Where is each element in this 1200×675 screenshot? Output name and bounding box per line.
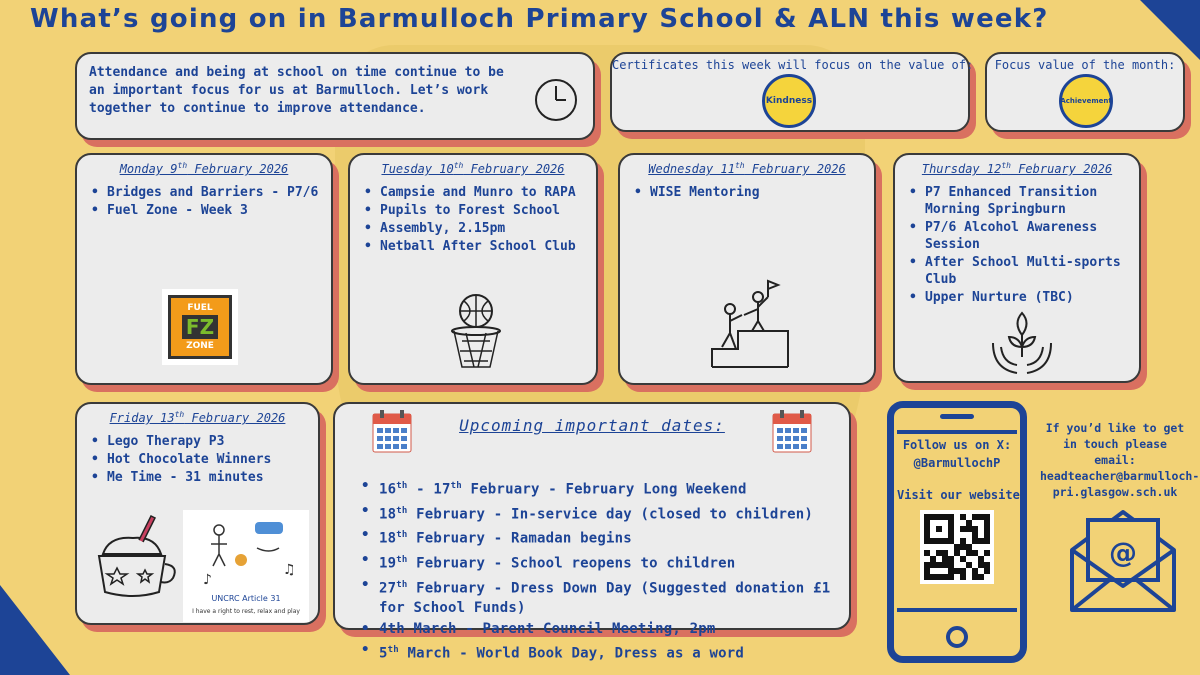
date-item: • 4th March - Parent Council Meeting, 2pm (361, 619, 861, 639)
fuel-zone-bottom: ZONE (186, 341, 214, 351)
fuel-zone-logo (162, 289, 238, 365)
list-item: • Upper Nurture (TBC) (909, 289, 1139, 306)
achievement-badge (1059, 74, 1113, 128)
uncrc-caption: I have a right to rest, relax and play (192, 608, 300, 615)
date-item: • 5th March - World Book Day, Dress as a word (361, 640, 861, 664)
day-card-thursday (893, 153, 1141, 383)
phone-notch (940, 414, 974, 419)
certificates-heading: Certificates this week will focus on the value of: (612, 58, 974, 72)
list-item: • P7 Enhanced Transition Morning Springburn (909, 184, 1139, 218)
list-item: • Assembly, 2.15pm (364, 220, 596, 237)
children-playing-icon (183, 514, 309, 594)
list-item: • Hot Chocolate Winners (91, 451, 318, 468)
qr-module (984, 574, 990, 580)
envelope-icon (1068, 506, 1178, 614)
svg-text:♫: ♫ (283, 562, 296, 578)
focus-value-card (985, 52, 1185, 132)
phone-home-button (946, 626, 968, 648)
focus-value-heading: Focus value of the month: (994, 58, 1176, 72)
list-item: • Campsie and Munro to RAPA (364, 184, 596, 201)
date-item: • 27th February - Dress Down Day (Suggested donation £1 for School Funds) (361, 575, 861, 619)
upcoming-dates-card (333, 402, 851, 662)
list-item: • Lego Therapy P3 (91, 433, 318, 450)
upcoming-dates-heading: Upcoming important dates: (459, 416, 725, 435)
corner-decoration (0, 585, 70, 675)
list-item: • Bridges and Barriers - P7/6 (91, 184, 331, 201)
phone-graphic (887, 401, 1027, 663)
website-label: Visit our website: (897, 488, 1028, 502)
day-heading: Friday 13th February 2026 (109, 410, 286, 425)
hot-chocolate-icon (89, 512, 179, 602)
list-item: • P7/6 Alcohol Awareness Session (909, 219, 1139, 253)
date-item: • 16th - 17th February - February Long Weekend (361, 476, 861, 500)
uncrc-title: UNCRC Article 31 (211, 594, 281, 603)
day-heading: Tuesday 10th February 2026 (381, 161, 565, 176)
certificates-card (610, 52, 974, 132)
website-qr-code[interactable] (920, 510, 994, 584)
netball-hoop-icon (446, 293, 506, 373)
list-item: • Pupils to Forest School (364, 202, 596, 219)
uncrc-article-card (183, 510, 309, 622)
date-item: • 18th February - Ramadan begins (361, 525, 861, 549)
list-item: • Fuel Zone - Week 3 (91, 202, 331, 219)
list-item: • Me Time - 31 minutes (91, 469, 318, 486)
date-item: • 19th February - School reopens to children (361, 550, 861, 574)
mentoring-climb-icon (708, 279, 792, 371)
achievement-badge-label: Achievement (1060, 97, 1112, 105)
svg-text:♪: ♪ (203, 572, 212, 588)
kindness-badge-label: Kindness (765, 96, 813, 106)
plant-hands-icon (989, 303, 1055, 377)
fuel-zone-top: FUEL (187, 303, 213, 313)
day-heading: Wednesday 11th February 2026 (648, 161, 846, 176)
day-heading: Monday 9th February 2026 (119, 161, 289, 176)
clock-icon (532, 76, 580, 124)
day-heading: Thursday 12th February 2026 (921, 161, 1113, 176)
day-card-friday (75, 402, 320, 625)
phone-screen (897, 430, 1028, 612)
attendance-text: Attendance and being at school on time continue to be an important focus for us at Barmulloch. Let’s work together to continue to improve attendance. (89, 65, 504, 116)
day-card-tuesday (348, 153, 598, 385)
list-item: • After School Multi-sports Club (909, 254, 1139, 288)
list-item: • WISE Mentoring (634, 184, 874, 201)
x-handle-link[interactable]: @BarmullochP (913, 456, 1001, 470)
date-item: • 18th February - In-service day (closed to children) (361, 501, 861, 525)
at-symbol: @ (1109, 536, 1137, 569)
contact-text: If you’d like to get in touch please email: headteacher@barmulloch-pri.glasgow.sch.uk (1040, 421, 1200, 499)
follow-label: Follow us on X: (902, 438, 1012, 452)
list-item: • Netball After School Club (364, 238, 596, 255)
page-title: What’s going on in Barmulloch Primary School & ALN this week? (30, 4, 1049, 34)
day-card-wednesday (618, 153, 876, 385)
attendance-card (75, 52, 595, 140)
kindness-badge (762, 74, 816, 128)
fuel-zone-mid: FZ (182, 315, 218, 339)
day-card-monday (75, 153, 333, 385)
